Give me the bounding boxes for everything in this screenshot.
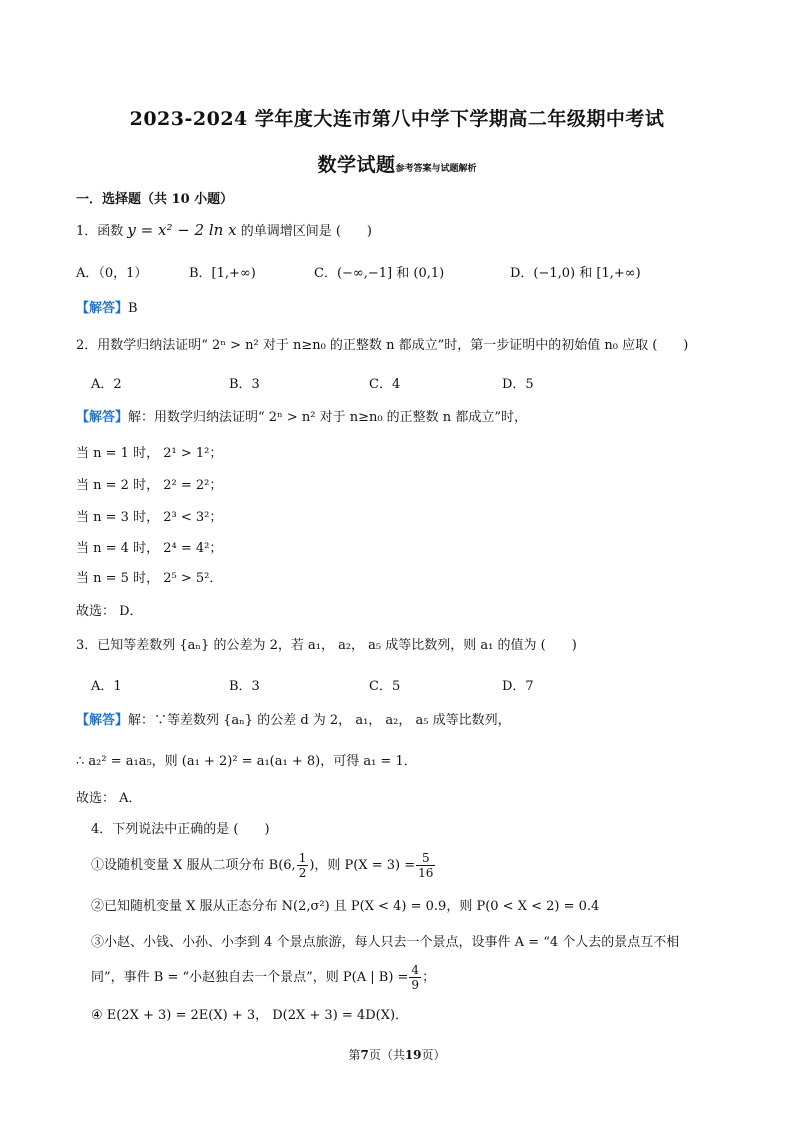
q4-s1-fraction-1 [297,851,309,880]
q1-formula: y = x² − 2 ln x [127,221,237,239]
question-4-stem: 4．下列说法中正确的是 ( ) [91,822,270,837]
document-title: 2023-2024 学年度大连市第八中学下学期高二年级期中考试 [129,108,665,130]
question-3-stem: 3．已知等差数列 {aₙ} 的公差为 2，若 a₁， a₂， a₅ 成等比数列，则 a₁ 的值为 ( ) [76,638,577,653]
q2-option-c: C．4 [369,377,401,392]
question-2-options [91,373,691,393]
footer-pre: 第 [348,1048,361,1062]
page-footer [0,1046,794,1063]
q3-conclusion: 故选： A． [76,791,142,806]
footer-post: 页） [421,1048,446,1062]
q4-s3b-pre: 同”，事件 B = “小赵独自去一个景点”，则 P(A | B) = [91,970,409,985]
q4-statement-3b [91,962,435,994]
q3-option-b: B．3 [229,679,260,694]
question-3-options [91,675,691,695]
question-1-stem [76,221,372,241]
q2-option-d: D．5 [502,377,534,392]
q1-option-c: C．(−∞,−1] 和 (0,1) [314,266,445,281]
q2-option-b: B．3 [229,377,260,392]
answer-tag: 【解答】 [76,410,129,425]
q1-option-a: A．（0，1） [76,266,148,281]
footer-mid: 页（共 [368,1048,405,1062]
q3-option-a: A．1 [91,679,122,694]
question-1-options [76,262,736,282]
q3-option-c: C．5 [369,679,401,694]
q4-s1-fraction-2 [416,851,435,880]
q2-step-2: 当 n = 2 时， 2² = 2²； [76,478,223,493]
answer-tag: 【解答】 [76,713,129,728]
q4-s3b-post: ； [422,970,436,985]
q4-statement-1 [91,850,436,882]
q1-answer: B [128,301,138,316]
q2-step-4: 当 n = 4 时， 2⁴ = 4²； [76,541,223,556]
footer-page-number: 7 [360,1048,369,1062]
footer-total-pages: 19 [404,1048,422,1062]
subtitle-small: 参考答案与试题解析 [395,164,477,174]
q3-answer-intro: 解：∵等差数列 {aₙ} 的公差 d 为 2， a₁， a₂， a₅ 成等比数列， [128,713,511,728]
q3-option-d: D．7 [502,679,534,694]
fraction-numerator: 4 [411,963,420,977]
question-3-answer [76,712,511,730]
q1-option-d: D．(−1,0) 和 [1,+∞) [510,266,641,281]
answer-tag: 【解答】 [76,301,129,316]
q4-s1-pre: ①设随机变量 X 服从二项分布 B(6, [91,858,296,873]
q4-statement-3a: ③小赵、小钱、小孙、小李到 4 个景点旅游，每人只去一个景点，设事件 A = “4 个人去的景点互不相 [91,935,680,950]
fraction-denominator: 2 [298,866,307,880]
q2-step-1: 当 n = 1 时， 2¹ > 1²； [76,446,223,461]
question-2-answer [76,409,527,427]
q2-step-5: 当 n = 5 时， 2⁵ > 5²． [76,571,223,586]
q2-step-3: 当 n = 3 时， 2³ < 3²； [76,510,223,525]
fraction-denominator: 16 [418,866,434,880]
q4-s3b-fraction [409,963,421,992]
fraction-numerator: 1 [298,851,307,865]
q4-statement-2: ②已知随机变量 X 服从正态分布 N(2,σ²) 且 P(X < 4) = 0.9，则 P(0 < X < 2) = 0.4 [91,899,600,914]
q1-stem-post: 的单调增区间是 ( ) [236,224,372,239]
fraction-numerator: 5 [416,851,435,866]
q1-option-b: B．[1,+∞) [189,266,256,281]
q2-conclusion: 故选： D． [76,604,143,619]
q4-statement-4: ④ E(2X + 3) = 2E(X) + 3， D(2X + 3) = 4D(X)． [91,1008,409,1023]
question-1-answer [76,300,138,318]
q2-option-a: A．2 [91,377,122,392]
subtitle-main: 数学试题 [317,154,396,176]
fraction-denominator: 9 [411,978,420,992]
q4-s1-mid: )，则 P(X = 3) = [309,858,416,873]
document-subtitle [0,150,794,177]
question-2-stem: 2．用数学归纳法证明“ 2ⁿ > n² 对于 n≥n₀ 的正整数 n 都成立”时，第一步证明中的初始值 n₀ 应取 ( ) [76,338,689,353]
q3-derivation: ∴ a₂² = a₁a₅，则 (a₁ + 2)² = a₁(a₁ + 8)，可得 a₁ = 1． [76,754,417,769]
q2-answer-intro: 解：用数学归纳法证明“ 2ⁿ > n² 对于 n≥n₀ 的正整数 n 都成立”时， [128,410,527,425]
section-heading: 一．选择题（共 10 小题） [76,192,234,207]
q1-stem-pre: 1．函数 [76,224,128,239]
